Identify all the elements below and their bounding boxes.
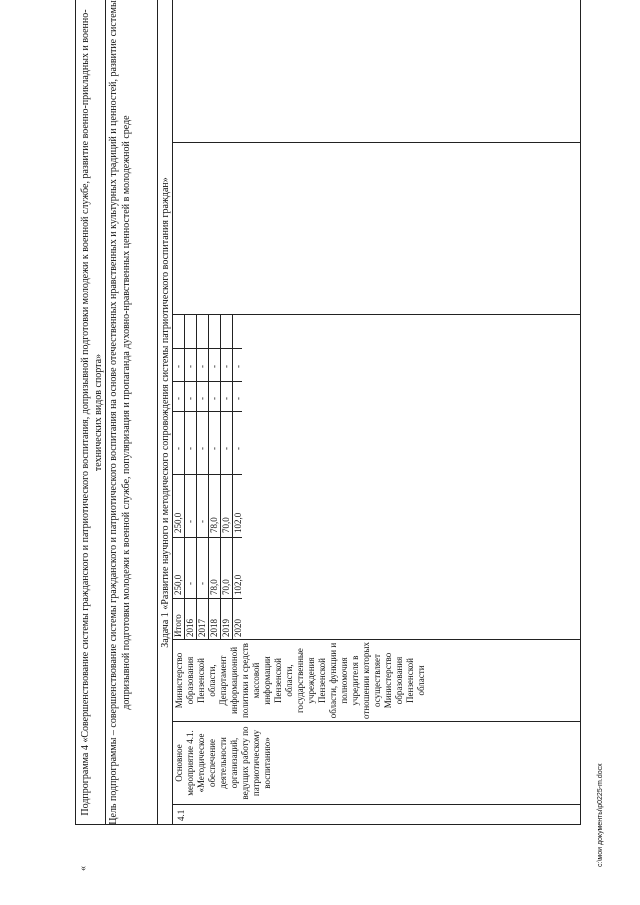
col-divider (172, 142, 580, 143)
year-row-divider (184, 315, 185, 640)
year-cell: 2016 (185, 619, 195, 637)
subprogram-title: Подпрограмма 4 «Совершенствование системы гражданского и патриотического воспитания, допризывной подготовки молодежи к военной службе, развитие военно-прикладных и военно-технических видов спорта» (80, 9, 104, 816)
year-cell: 2020 (233, 619, 243, 637)
col-divider (172, 804, 580, 805)
year-cell: Итого (173, 614, 183, 637)
federal-cell: - (233, 447, 243, 450)
year-row-divider (196, 315, 197, 640)
col-divider (172, 639, 580, 640)
regional-cell: - (185, 520, 195, 523)
corner-mark: « (78, 866, 89, 871)
col-divider (172, 314, 580, 315)
other-cell: - (209, 365, 219, 368)
row-divider (157, 0, 158, 825)
federal-cell: - (173, 447, 183, 450)
other-cell: - (221, 365, 231, 368)
table-border-bottom (580, 0, 581, 825)
page-number (0, 0, 1, 905)
activity-name: Основное мероприятие 4.1. «Методическое обеспечение деятельности организаций, ведущих работу по патриотическому воспитанию» (174, 726, 272, 800)
total-cell: 102,0 (233, 574, 243, 595)
other-cell: - (233, 365, 243, 368)
total-cell: 78,0 (209, 579, 219, 595)
regional-cell: 102,0 (233, 512, 243, 533)
row-number: 4.1 (176, 809, 186, 821)
other-cell: - (185, 365, 195, 368)
regional-cell: 70,0 (221, 517, 231, 533)
subprogram-goal: Цель подпрограммы – совершенствование системы гражданского и патриотического воспитания на основе отечественных нравственных и культурных традиций и ценностей, развитие системы допризывной подготовки молодежи к военной службе, популяризация и пропаганда духовно-нравственных ценностей в молодежной среде (108, 0, 132, 825)
other-cell: - (197, 365, 207, 368)
other-cell: - (173, 365, 183, 368)
total-cell: 70,0 (221, 579, 231, 595)
table-border-left (75, 824, 580, 825)
municipal-cell: - (221, 397, 231, 400)
regional-cell: - (197, 520, 207, 523)
year-cell: 2019 (221, 619, 231, 637)
total-cell: - (197, 582, 207, 585)
municipal-cell: - (209, 397, 219, 400)
municipal-cell: - (173, 397, 183, 400)
total-cell: 250,0 (173, 574, 183, 595)
year-cell: 2017 (197, 619, 207, 637)
federal-cell: - (197, 447, 207, 450)
table-border-top (75, 0, 76, 825)
regional-cell: 78,0 (209, 517, 219, 533)
municipal-cell: - (233, 397, 243, 400)
federal-cell: - (221, 447, 231, 450)
col-divider (172, 721, 580, 722)
year-cell: 2018 (209, 619, 219, 637)
federal-cell: - (185, 447, 195, 450)
total-cell: - (185, 582, 195, 585)
footer-file-path: c:\мои документы\p0225-m.docx (597, 763, 604, 867)
municipal-cell: - (185, 397, 195, 400)
regional-cell: 250,0 (173, 512, 183, 533)
executor-name: Министерство образования Пензенской области, Департамент информационной политики и средств массовой информации Пензенской области, государственные учреждения Пензенской области, функции и полномочия учредителя в отношении которых осуществляет Министерство образования Пензенской области (174, 642, 426, 719)
municipal-cell: - (197, 397, 207, 400)
federal-cell: - (209, 447, 219, 450)
row-divider (105, 0, 106, 825)
task-heading: Задача 1 «Развитие научного и методического сопровождения системы патриотического воспитания граждан» (160, 177, 171, 648)
row-divider (172, 0, 173, 825)
